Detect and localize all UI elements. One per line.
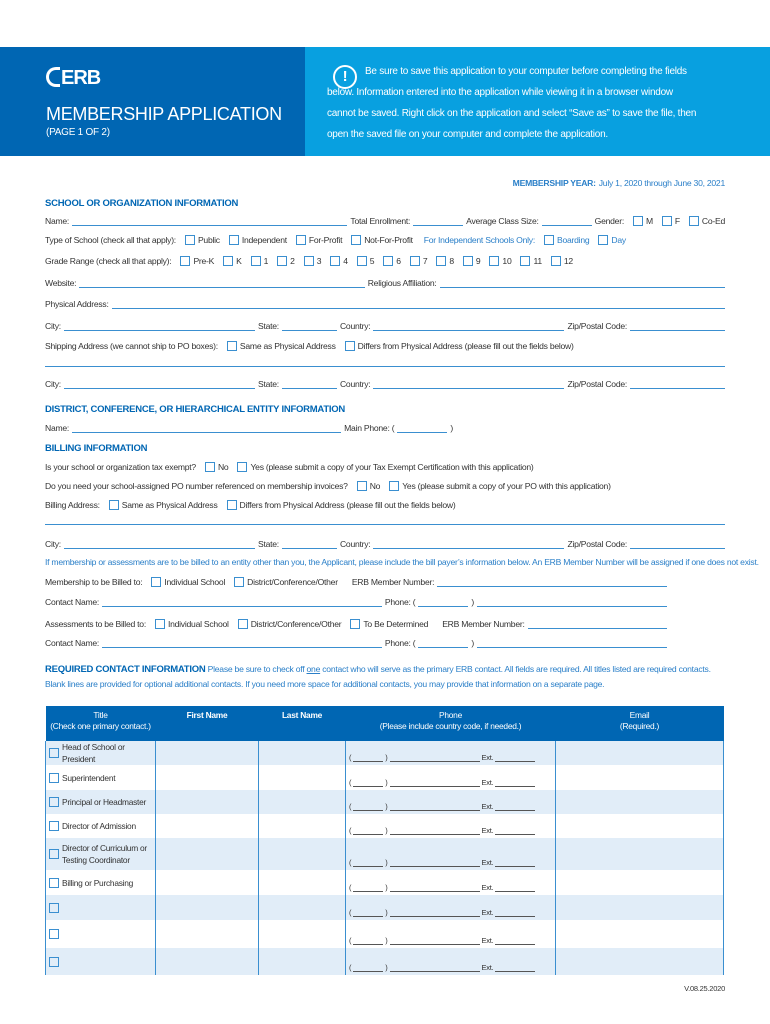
label: Zip/Postal Code: (567, 321, 628, 331)
save-notice (305, 47, 770, 156)
contacts-intro: REQUIRED CONTACT INFORMATION Please be sure to check off one contact who will serve as the primary ERB contact. All fields are required. All titles listed are required contacts. Blank lines are provided for optional additional contacts. If you need more space for additional contacts, you may provide that information on a separate page. (45, 664, 711, 689)
primary-contact-checkbox[interactable] (49, 821, 59, 831)
phone-input[interactable] (477, 598, 667, 607)
form-row (45, 421, 725, 433)
ext-label: Ext. (481, 936, 494, 945)
contact-row (46, 870, 724, 895)
label: State: (257, 321, 279, 331)
mem-district-checkbox[interactable] (234, 577, 244, 587)
ship-same-label: Same as Physical Address (239, 341, 336, 351)
last-name-cell[interactable] (259, 870, 346, 895)
day-label: Day (611, 235, 626, 245)
first-name-cell[interactable] (156, 895, 259, 920)
day-checkbox[interactable] (598, 235, 608, 245)
last-name-cell[interactable] (259, 741, 346, 765)
first-name-cell[interactable] (156, 870, 259, 895)
email-cell[interactable] (556, 790, 724, 814)
contact-row (46, 948, 724, 975)
label: Main Phone: ( (344, 423, 395, 433)
gender-f-label: F (674, 216, 680, 226)
billing-same-checkbox[interactable] (109, 500, 119, 510)
enrollment-input[interactable] (413, 217, 463, 226)
ship-differs-label: Differs from Physical Address (please fill out the fields below) (357, 341, 574, 351)
contacts-table: Title (Check one primary contact.) First Name Last Name Phone (Please include country code, if needed.) Email (Required.) Head of School or President ( ) Ext. Superintendent ( ) Ext. Principal or Headmaster ( ) Ext. Director of Admission ( ) Ext. Director of Curriculum or Testing Coordinator ( ) Ext. Billing or Purchasing ( ) Ext. ( ) Ext. ( ) Ext. ( ) Ext. (45, 706, 724, 975)
section-title: DISTRICT, CONFERENCE, OR HIERARCHICAL ENTITY INFORMATION (45, 404, 346, 415)
mem-individual-label: Individual School (164, 577, 226, 587)
first-name-cell[interactable] (156, 920, 259, 948)
phone-cell[interactable]: ( ) Ext. (349, 963, 552, 972)
label: Phone: ( (384, 597, 416, 607)
last-name-cell[interactable] (259, 920, 346, 948)
first-name-cell[interactable] (156, 790, 259, 814)
contact-row (46, 895, 724, 920)
district-name-input[interactable] (72, 424, 341, 433)
gender-f-checkbox[interactable] (662, 216, 672, 226)
primary-contact-checkbox[interactable] (49, 929, 59, 939)
grade-2-label: 1 (263, 256, 269, 266)
physical-address-input[interactable] (112, 300, 725, 309)
form-row (45, 339, 725, 351)
billing-differs-label: Differs from Physical Address (please fill out the fields below) (239, 500, 456, 510)
primary-contact-checkbox[interactable] (49, 773, 59, 783)
label: Website: (45, 278, 77, 288)
form-row (45, 537, 725, 549)
member-number-input[interactable] (437, 578, 667, 587)
phone-cell[interactable]: ( ) Ext. (349, 802, 552, 811)
grade-13-checkbox[interactable] (551, 256, 561, 266)
country-input[interactable] (373, 380, 564, 389)
form-row (45, 377, 725, 389)
form-row (45, 233, 725, 245)
type-2-label: For-Profit (308, 235, 343, 245)
grade-0-checkbox[interactable] (180, 256, 190, 266)
label: Total Enrollment: (350, 216, 411, 226)
po-no-label: No (369, 481, 381, 491)
label: Do you need your school-assigned PO number referenced on membership invoices? (45, 481, 348, 491)
contact-row (46, 741, 724, 765)
district-area-code[interactable] (397, 424, 447, 433)
label: Shipping Address (we cannot ship to PO boxes): (45, 341, 218, 351)
email-cell[interactable] (556, 765, 724, 790)
form-row (45, 214, 725, 226)
state-input[interactable] (282, 322, 337, 331)
gender-m-label: M (645, 216, 653, 226)
form-row (45, 254, 725, 266)
phone-cell[interactable]: ( ) Ext. (349, 753, 552, 762)
grade-1-label: K (236, 256, 242, 266)
label: Membership to be Billed to: (45, 577, 143, 587)
email-cell[interactable] (556, 870, 724, 895)
grade-11-label: 10 (502, 256, 512, 266)
billing-differs-checkbox[interactable] (227, 500, 237, 510)
country-input[interactable] (373, 540, 564, 549)
phone-cell[interactable]: ( ) Ext. (349, 908, 552, 917)
grade-7-checkbox[interactable] (383, 256, 393, 266)
page-subtitle: (PAGE 1 OF 2) (46, 127, 110, 138)
type-1-checkbox[interactable] (229, 235, 239, 245)
gender-m-checkbox[interactable] (633, 216, 643, 226)
primary-contact-checkbox[interactable] (49, 957, 59, 967)
version-label: V.08.25.2020 (684, 984, 725, 993)
grade-4-label: 3 (316, 256, 322, 266)
ext-label: Ext. (481, 753, 494, 762)
form-row (45, 636, 725, 648)
phone-cell[interactable]: ( ) Ext. (349, 883, 552, 892)
ext-label: Ext. (481, 778, 494, 787)
type-1-label: Independent (241, 235, 287, 245)
grade-5-label: 4 (343, 256, 348, 266)
first-name-cell[interactable] (156, 948, 259, 975)
primary-contact-checkbox[interactable] (49, 797, 59, 807)
form-row (45, 460, 725, 472)
ext-label: Ext. (481, 858, 494, 867)
section-title: SCHOOL OR ORGANIZATION INFORMATION (45, 198, 239, 209)
section-title: BILLING INFORMATION (45, 443, 148, 454)
tax-yes-checkbox[interactable] (237, 462, 247, 472)
label: Grade Range (check all that apply): (45, 256, 172, 266)
grade-10-label: 9 (475, 256, 481, 266)
first-name-cell[interactable] (156, 741, 259, 765)
grade-9-checkbox[interactable] (436, 256, 446, 266)
contact-name-input[interactable] (102, 639, 382, 648)
email-cell[interactable] (556, 814, 724, 838)
label: ) (471, 638, 474, 648)
grade-6-checkbox[interactable] (357, 256, 367, 266)
form-row (45, 617, 725, 629)
type-0-checkbox[interactable] (185, 235, 195, 245)
grade-5-checkbox[interactable] (330, 256, 340, 266)
form-row (45, 297, 725, 309)
divider (45, 366, 725, 367)
form-row (45, 319, 725, 331)
form-row (45, 479, 725, 491)
grade-12-label: 11 (533, 256, 542, 266)
phone-cell[interactable]: ( ) Ext. (349, 936, 552, 945)
grade-4-checkbox[interactable] (304, 256, 314, 266)
form-row (45, 595, 725, 607)
tax-no-checkbox[interactable] (205, 462, 215, 472)
city-input[interactable] (64, 380, 255, 389)
email-cell[interactable] (556, 895, 724, 920)
last-name-cell[interactable] (259, 895, 346, 920)
type-3-checkbox[interactable] (351, 235, 361, 245)
page-title: MEMBERSHIP APPLICATION (46, 104, 282, 124)
last-name-cell[interactable] (259, 948, 346, 975)
label: ) (450, 423, 453, 433)
type-3-label: Not-For-Profit (364, 235, 413, 245)
erb-logo: ERB (46, 67, 100, 90)
type-0-label: Public (197, 235, 220, 245)
grade-2-checkbox[interactable] (251, 256, 261, 266)
first-name-cell[interactable] (156, 814, 259, 838)
gender-coed-label: Co-Ed (701, 216, 725, 226)
tax-yes-label: Yes (please submit a copy of your Tax Exempt Certification with this application) (250, 462, 534, 472)
label: Name: (45, 423, 70, 433)
ass-individual-label: Individual School (167, 619, 229, 629)
grade-1-checkbox[interactable] (223, 256, 233, 266)
country-input[interactable] (373, 322, 564, 331)
type-2-checkbox[interactable] (296, 235, 306, 245)
first-name-cell[interactable] (156, 838, 259, 870)
mem-individual-checkbox[interactable] (151, 577, 161, 587)
phone-cell[interactable]: ( ) Ext. (349, 826, 552, 835)
ass-tbd-label: To Be Determined (363, 619, 429, 629)
tax-no-label: No (217, 462, 229, 472)
warning-icon: ! (333, 65, 357, 89)
label: Contact Name: (45, 597, 100, 607)
ext-label: Ext. (481, 963, 494, 972)
contact-title: Billing or Purchasing (62, 877, 134, 888)
contact-row (46, 814, 724, 838)
label: ERB Member Number: (351, 577, 435, 587)
class-size-input[interactable] (542, 217, 592, 226)
contact-row (46, 838, 724, 870)
label: City: (45, 379, 61, 389)
member-number-input[interactable] (528, 620, 667, 629)
ext-label: Ext. (481, 826, 494, 835)
divider (45, 524, 725, 525)
label: State: (257, 539, 279, 549)
grade-11-checkbox[interactable] (489, 256, 499, 266)
grade-13-label: 12 (563, 256, 573, 266)
last-name-cell[interactable] (259, 790, 346, 814)
label: Average Class Size: (466, 216, 539, 226)
email-cell[interactable] (556, 838, 724, 870)
grade-3-checkbox[interactable] (277, 256, 287, 266)
label: Gender: (594, 216, 624, 226)
label: Religious Affiliation: (367, 278, 437, 288)
contact-name-input[interactable] (102, 598, 382, 607)
grade-8-label: 7 (422, 256, 428, 266)
phone-input[interactable] (477, 639, 667, 648)
state-input[interactable] (282, 380, 337, 389)
header-banner (0, 47, 305, 156)
primary-contact-checkbox[interactable] (49, 903, 59, 913)
label: City: (45, 321, 61, 331)
po-yes-label: Yes (please submit a copy of your PO with this application) (402, 481, 611, 491)
membership-year: MEMBERSHIP YEAR: July 1, 2020 through June 30, 2021 (512, 178, 725, 188)
primary-contact-checkbox[interactable] (49, 849, 59, 859)
form-row (45, 575, 725, 587)
email-cell[interactable] (556, 948, 724, 975)
grade-8-checkbox[interactable] (410, 256, 420, 266)
city-input[interactable] (64, 322, 255, 331)
contact-row (46, 920, 724, 948)
mem-district-label: District/Conference/Other (247, 577, 338, 587)
name-input[interactable] (72, 217, 347, 226)
label: Physical Address: (45, 299, 109, 309)
label: ) (471, 597, 474, 607)
first-name-cell[interactable] (156, 765, 259, 790)
po-no-checkbox[interactable] (357, 481, 367, 491)
ship-differs-checkbox[interactable] (345, 341, 355, 351)
contact-title: Head of School or President (62, 742, 125, 764)
phone-cell[interactable]: ( ) Ext. (349, 778, 552, 787)
primary-contact-checkbox[interactable] (49, 878, 59, 888)
grade-12-checkbox[interactable] (520, 256, 530, 266)
zip-input[interactable] (630, 380, 725, 389)
notice-text: Be sure to save this application to your computer before completing the fields below. Information entered into the application while viewing it in a browser window cannot be saved. Right click on the application and select “Save as” to save the file, then open the saved file on your computer and complete the application. (327, 66, 697, 140)
label: Zip/Postal Code: (567, 539, 628, 549)
ass-district-checkbox[interactable] (238, 619, 248, 629)
area-code[interactable] (418, 598, 468, 607)
label: Is your school or organization tax exempt? (45, 462, 196, 472)
label: Country: (339, 539, 371, 549)
label: City: (45, 539, 61, 549)
last-name-cell[interactable] (259, 765, 346, 790)
billing-same-label: Same as Physical Address (121, 500, 218, 510)
ext-label: Ext. (481, 802, 494, 811)
po-yes-checkbox[interactable] (389, 481, 399, 491)
contact-title: Director of Admission (62, 821, 136, 831)
boarding-checkbox[interactable] (544, 235, 554, 245)
phone-cell[interactable]: ( ) Ext. (349, 858, 552, 867)
label: Country: (339, 321, 371, 331)
label: Name: (45, 216, 70, 226)
contact-row (46, 765, 724, 790)
form-row (45, 498, 725, 510)
gender-coed-checkbox[interactable] (689, 216, 699, 226)
contact-title: Principal or Headmaster (62, 797, 147, 807)
billing-note: If membership or assessments are to be billed to an entity other than you, the Applicant, please include the bill payer’s information below. An ERB Member Number will be assigned if one does not exist. (45, 557, 759, 567)
boarding-label: Boarding (556, 235, 590, 245)
label: Phone: ( (384, 638, 416, 648)
ext-label: Ext. (481, 883, 494, 892)
area-code[interactable] (418, 639, 468, 648)
label: Country: (339, 379, 371, 389)
label: Assessments to be Billed to: (45, 619, 146, 629)
ext-label: Ext. (481, 908, 494, 917)
label: Contact Name: (45, 638, 100, 648)
grade-0-label: Pre-K (193, 256, 215, 266)
last-name-cell[interactable] (259, 814, 346, 838)
contact-title: Director of Curriculum or Testing Coordinator (62, 843, 147, 865)
city-input[interactable] (64, 540, 255, 549)
label: State: (257, 379, 279, 389)
grade-3-label: 2 (290, 256, 295, 266)
label: Zip/Postal Code: (567, 379, 628, 389)
grade-10-checkbox[interactable] (463, 256, 473, 266)
grade-9-label: 8 (449, 256, 454, 266)
email-cell[interactable] (556, 920, 724, 948)
form-row (45, 276, 725, 288)
primary-contact-checkbox[interactable] (49, 748, 59, 758)
ass-tbd-checkbox[interactable] (350, 619, 360, 629)
religious-input[interactable] (440, 279, 725, 288)
last-name-cell[interactable] (259, 838, 346, 870)
zip-input[interactable] (630, 322, 725, 331)
ass-district-label: District/Conference/Other (250, 619, 342, 629)
email-cell[interactable] (556, 741, 724, 765)
label: Billing Address: (45, 500, 100, 510)
label: Type of School (check all that apply): (45, 235, 176, 245)
website-input[interactable] (79, 279, 364, 288)
ship-same-checkbox[interactable] (227, 341, 237, 351)
ass-individual-checkbox[interactable] (155, 619, 165, 629)
grade-7-label: 6 (396, 256, 401, 266)
label: ERB Member Number: (442, 619, 525, 629)
label: For Independent Schools Only: (423, 235, 535, 245)
grade-6-label: 5 (369, 256, 375, 266)
contact-row (46, 790, 724, 814)
state-input[interactable] (282, 540, 337, 549)
zip-input[interactable] (630, 540, 725, 549)
contact-title: Superintendent (62, 772, 116, 783)
